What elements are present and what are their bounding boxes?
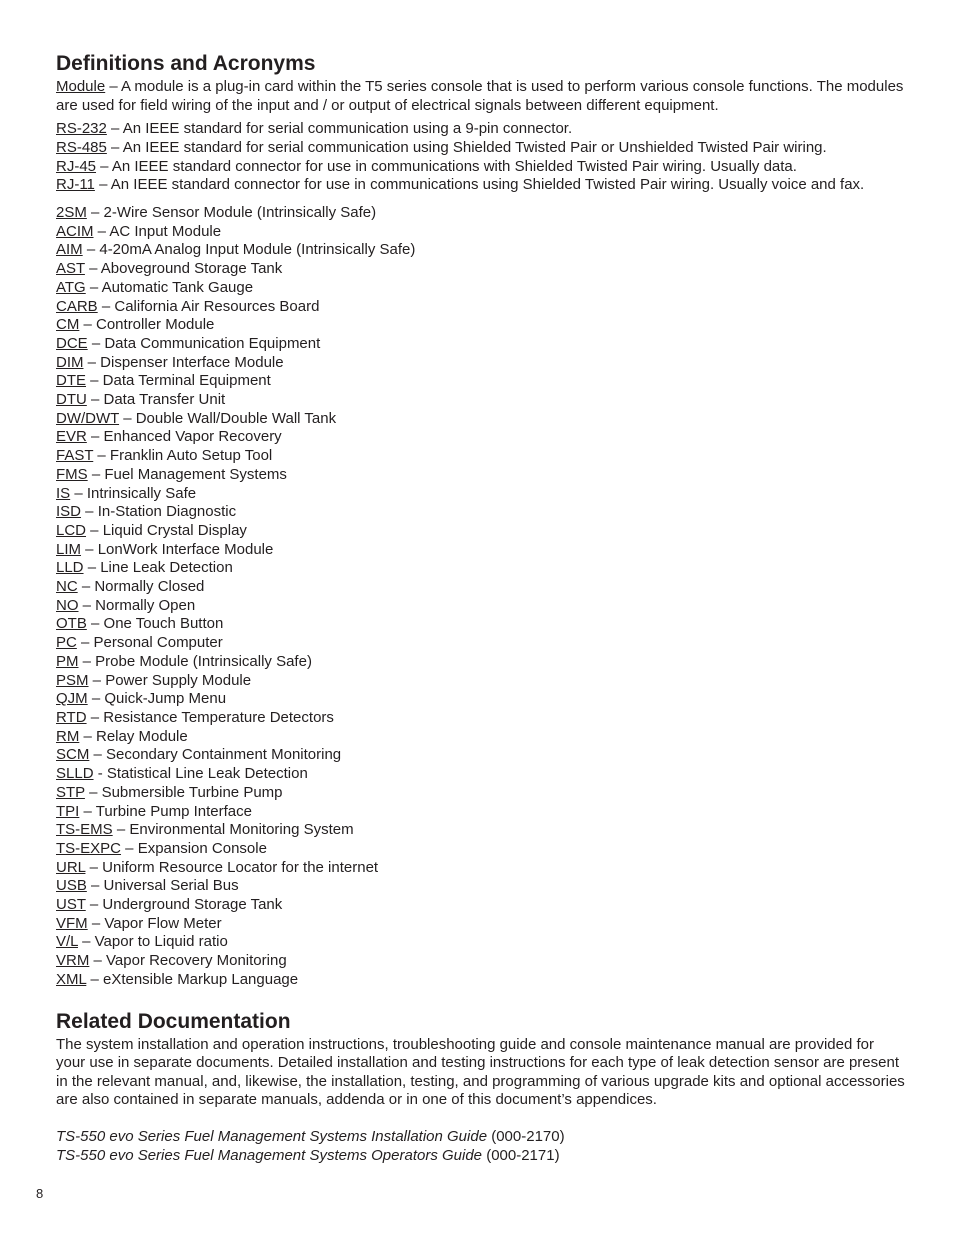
acronym-definition — [56, 316, 906, 335]
document-number: (000-2170) — [487, 1127, 565, 1145]
definition-text: – Resistance Temperature Detectors — [86, 708, 334, 726]
definition-text: – Vapor Recovery Monitoring — [89, 952, 287, 970]
term: V/L — [56, 933, 78, 951]
acronym-definition — [56, 615, 906, 634]
definition-text: – A module is a plug-in card within the T5 series console that is used to perform various console functions. The modules are used for field wiring of the input and / or output of electrical signals between different equipment. — [56, 78, 904, 114]
term: 2SM — [56, 204, 87, 221]
related-document — [56, 1128, 906, 1147]
definition-text: – Controller Module — [79, 316, 215, 334]
acronym-definition — [56, 279, 906, 298]
term: CM — [56, 316, 80, 334]
term: PC — [56, 634, 77, 652]
acronym-definition — [56, 803, 906, 822]
acronym-definition — [56, 204, 906, 223]
definition-text: – Intrinsically Safe — [70, 484, 197, 502]
page-number: 8 — [36, 1186, 44, 1201]
acronym-definition — [56, 690, 906, 709]
definition-text: – Franklin Auto Setup Tool — [93, 447, 273, 465]
term: NO — [56, 596, 79, 614]
term: XML — [56, 970, 87, 988]
definition-text: – An IEEE standard for serial communication using Shielded Twisted Pair or Unshielded Twisted Pair wiring. — [106, 138, 827, 156]
term: LCD — [56, 521, 87, 539]
definition-text: – Double Wall/Double Wall Tank — [119, 409, 337, 427]
definition-text: – Fuel Management Systems — [87, 465, 287, 483]
standard-definition — [56, 158, 906, 177]
definition-text: – Uniform Resource Locator for the internet — [85, 858, 379, 876]
acronym-definition — [56, 971, 906, 990]
related-documents-list — [56, 1128, 906, 1165]
acronym-definition — [56, 559, 906, 578]
definition-text: – 2-Wire Sensor Module (Intrinsically Safe) — [86, 204, 377, 221]
acronym-definition — [56, 410, 906, 429]
acronym-definition — [56, 840, 906, 859]
definitions-heading: Definitions and Acronyms — [56, 52, 316, 75]
term: Module — [56, 78, 106, 95]
term: VFM — [56, 914, 88, 932]
term: OTB — [56, 615, 87, 633]
standards-list — [56, 120, 906, 195]
definition-text: – Power Supply Module — [88, 671, 252, 689]
term: VRM — [56, 952, 90, 970]
term: RM — [56, 727, 80, 745]
term: STP — [56, 783, 85, 801]
definition-text: – Data Communication Equipment — [87, 334, 321, 352]
acronym-definition — [56, 428, 906, 447]
acronym-definition — [56, 241, 906, 260]
definition-text: – Vapor to Liquid ratio — [77, 933, 228, 951]
acronym-definition — [56, 335, 906, 354]
acronym-definition — [56, 859, 906, 878]
definition-text: – Vapor Flow Meter — [87, 914, 222, 932]
term: DTU — [56, 391, 87, 409]
document-number: (000-2171) — [482, 1146, 560, 1164]
term: PSM — [56, 671, 89, 689]
term: SCM — [56, 746, 90, 764]
definition-text: – Quick-Jump Menu — [87, 690, 227, 708]
definition-text: – Enhanced Vapor Recovery — [86, 428, 282, 446]
definition-text: – Line Leak Detection — [83, 559, 233, 577]
acronym-definition — [56, 728, 906, 747]
document-title: TS-550 evo Series Fuel Management Systems Installation Guide — [56, 1127, 488, 1145]
term: DCE — [56, 334, 88, 352]
acronym-definition — [56, 391, 906, 410]
term: TS-EMS — [56, 821, 113, 839]
term: LLD — [56, 559, 84, 577]
term: AIM — [56, 241, 83, 259]
acronym-definition — [56, 503, 906, 522]
definition-text: – Data Transfer Unit — [86, 391, 226, 409]
definition-text: – Probe Module (Intrinsically Safe) — [78, 652, 312, 670]
definition-text: – 4-20mA Analog Input Module (Intrinsically Safe) — [82, 241, 416, 259]
term: DIM — [56, 353, 84, 371]
standard-definition — [56, 176, 906, 195]
definition-text: – Secondary Containment Monitoring — [89, 746, 342, 764]
term: UST — [56, 896, 86, 914]
definition-text: – Aboveground Storage Tank — [84, 260, 283, 278]
definition-text: – An IEEE standard connector for use in communications using Shielded Twisted Pair wiring. Usually voice and fax. — [94, 176, 865, 194]
term: DTE — [56, 372, 86, 390]
acronym-definition — [56, 634, 906, 653]
document-page — [56, 50, 906, 1165]
term: DW/DWT — [56, 409, 120, 427]
term: AST — [56, 260, 85, 278]
definition-text: – Liquid Crystal Display — [86, 521, 247, 539]
definition-text: – An IEEE standard for serial communication using a 9-pin connector. — [106, 120, 573, 138]
acronym-definition — [56, 597, 906, 616]
definition-text: – Expansion Console — [121, 839, 267, 857]
term: ISD — [56, 503, 82, 521]
definition-text: – Normally Open — [78, 596, 196, 614]
acronym-definition — [56, 354, 906, 373]
term: IS — [56, 484, 71, 502]
acronym-definition — [56, 372, 906, 391]
definition-text: – Normally Closed — [77, 578, 205, 596]
definition-text: – AC Input Module — [93, 222, 222, 240]
acronym-definition — [56, 765, 906, 784]
definition-text: – One Touch Button — [86, 615, 224, 633]
module-definition — [56, 78, 906, 115]
definition-text: – Personal Computer — [76, 634, 223, 652]
term: TPI — [56, 802, 80, 820]
definition-text: – Automatic Tank Gauge — [85, 278, 254, 296]
acronym-definition — [56, 952, 906, 971]
related-documentation-heading: Related Documentation — [56, 1009, 291, 1033]
definition-text: – Environmental Monitoring System — [112, 821, 354, 839]
definition-text: – Relay Module — [79, 727, 188, 745]
term: ATG — [56, 278, 86, 296]
term: ACIM — [56, 222, 94, 240]
standard-definition — [56, 120, 906, 139]
definition-text: – Turbine Pump Interface — [79, 802, 252, 820]
term: SLLD — [56, 765, 94, 783]
term: EVR — [56, 428, 87, 446]
definition-text: – Universal Serial Bus — [86, 877, 239, 895]
term: QJM — [56, 690, 88, 708]
acronym-definition — [56, 821, 906, 840]
term: NC — [56, 578, 78, 596]
term: URL — [56, 858, 86, 876]
definition-text: – Submersible Turbine Pump — [84, 783, 283, 801]
acronym-definition — [56, 709, 906, 728]
definition-text: – Dispenser Interface Module — [83, 353, 284, 371]
term: USB — [56, 877, 87, 895]
acronym-definition — [56, 466, 906, 485]
term: RJ-11 — [56, 176, 95, 194]
term: RTD — [56, 708, 87, 726]
acronym-definition — [56, 915, 906, 934]
acronym-definition — [56, 746, 906, 765]
term: LIM — [56, 540, 82, 558]
related-document — [56, 1147, 906, 1166]
term: CARB — [56, 297, 98, 315]
standard-definition — [56, 139, 906, 158]
acronym-definition — [56, 933, 906, 952]
term: FAST — [56, 447, 94, 465]
acronym-definition — [56, 260, 906, 279]
acronym-definition — [56, 784, 906, 803]
term: RS-485 — [56, 138, 107, 156]
acronym-definition — [56, 896, 906, 915]
definition-text: – LonWork Interface Module — [81, 540, 274, 558]
acronym-definition — [56, 877, 906, 896]
term: FMS — [56, 465, 88, 483]
acronym-definition — [56, 298, 906, 317]
term: TS-EXPC — [56, 839, 122, 857]
definition-text: – Data Terminal Equipment — [86, 372, 271, 390]
acronym-definition — [56, 223, 906, 242]
definition-text: - Statistical Line Leak Detection — [93, 765, 308, 783]
acronym-definition — [56, 447, 906, 466]
acronym-definition — [56, 541, 906, 560]
definition-text: – An IEEE standard connector for use in communications with Shielded Twisted Pair wiring. Usually data. — [96, 157, 797, 175]
acronym-definition — [56, 653, 906, 672]
term: RS-232 — [56, 120, 107, 138]
acronym-list — [56, 204, 906, 990]
definition-text: – eXtensible Markup Language — [86, 970, 299, 988]
definition-text: – In-Station Diagnostic — [81, 503, 237, 521]
acronym-definition — [56, 485, 906, 504]
acronym-definition — [56, 522, 906, 541]
term: PM — [56, 652, 79, 670]
acronym-definition — [56, 578, 906, 597]
related-documentation-body: The system installation and operation instructions, troubleshooting guide and console maintenance manual are provided for your use in separate documents. Detailed installation and testing instructions for each type of leak detection sensor are present in the relevant manual, and, likewise, the installation, testing, and programming of various upgrade kits and optional accessories are also contained in separate manuals, addenda or in one of this document’s appendices. — [56, 1035, 905, 1109]
document-title: TS-550 evo Series Fuel Management Systems Operators Guide — [56, 1146, 483, 1164]
definition-text: – California Air Resources Board — [97, 297, 320, 315]
acronym-definition — [56, 672, 906, 691]
definition-text: – Underground Storage Tank — [85, 896, 283, 914]
term: RJ-45 — [56, 157, 97, 175]
